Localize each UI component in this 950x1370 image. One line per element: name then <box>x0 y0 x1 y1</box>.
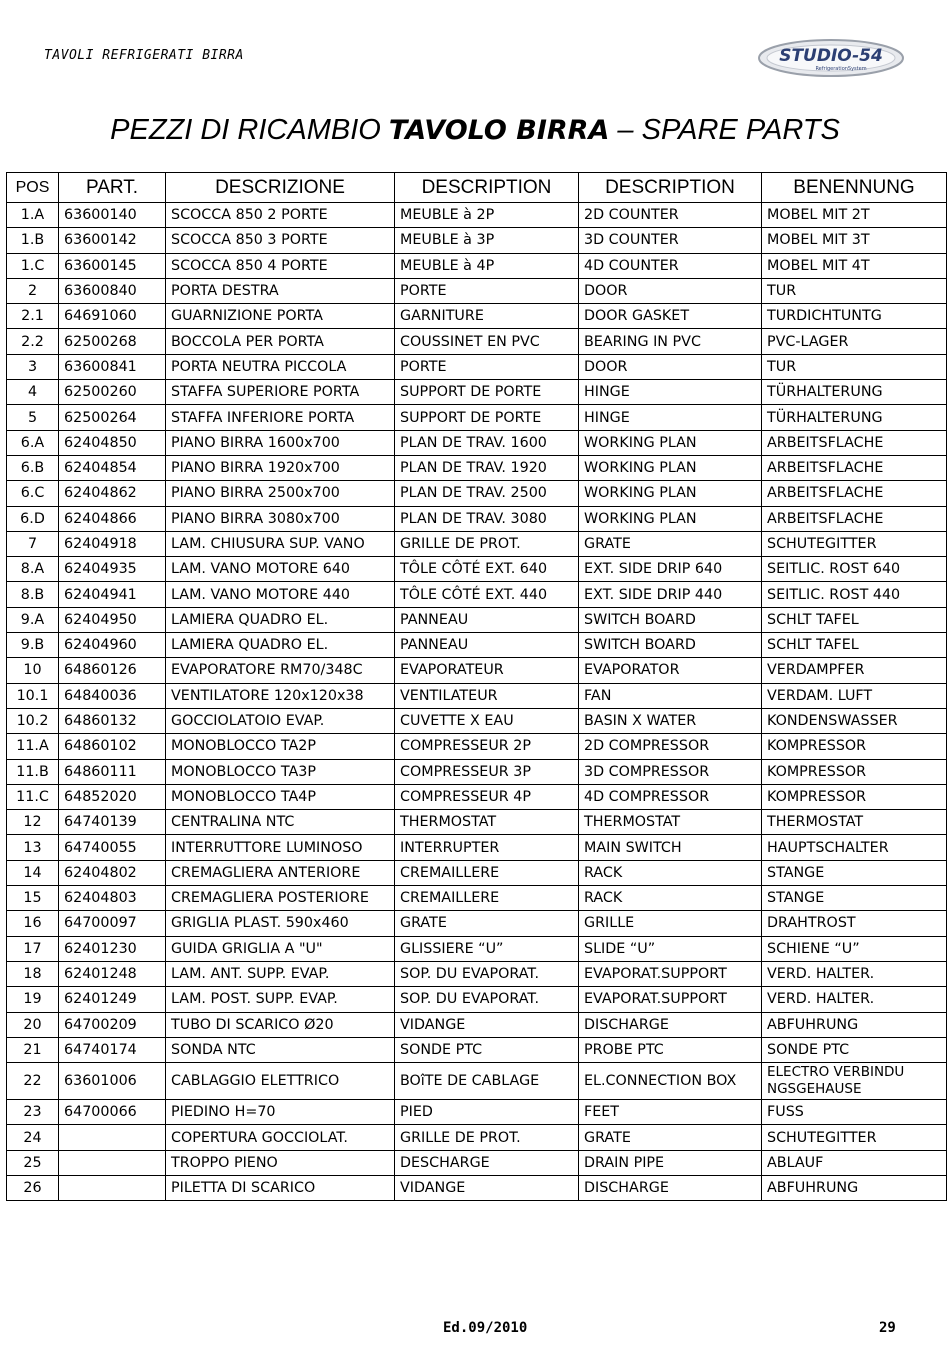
description-en-cell: RACK <box>579 886 762 911</box>
descrizione-cell: LAM. POST. SUPP. EVAP. <box>166 987 395 1012</box>
pos-cell: 20 <box>7 1012 59 1037</box>
benennung-cell: TÜRHALTERUNG <box>762 405 947 430</box>
column-header-description-fr: DESCRIPTION <box>395 173 579 203</box>
benennung-cell: SCHIENE “U” <box>762 936 947 961</box>
page-title-part3: – SPARE PARTS <box>609 114 840 146</box>
benennung-cell: VERD. HALTER. <box>762 987 947 1012</box>
descrizione-cell: GOCCIOLATOIO EVAP. <box>166 708 395 733</box>
table-row <box>7 911 947 936</box>
descrizione-cell: STAFFA SUPERIORE PORTA <box>166 380 395 405</box>
part-number-cell <box>59 1125 166 1150</box>
part-number-cell: 64860132 <box>59 708 166 733</box>
description-en-cell: MAIN SWITCH <box>579 835 762 860</box>
table-row <box>7 405 947 430</box>
description-en-cell: EL.CONNECTION BOX <box>579 1063 762 1100</box>
descrizione-cell: LAM. CHIUSURA SUP. VANO <box>166 531 395 556</box>
description-en-cell: GRATE <box>579 531 762 556</box>
part-number-cell: 64860102 <box>59 734 166 759</box>
table-row <box>7 329 947 354</box>
table-row <box>7 633 947 658</box>
description-en-cell: HINGE <box>579 380 762 405</box>
descrizione-cell: SCOCCA 850 2 PORTE <box>166 203 395 228</box>
description-en-cell: 3D COMPRESSOR <box>579 759 762 784</box>
descrizione-cell: LAM. ANT. SUPP. EVAP. <box>166 961 395 986</box>
pos-cell: 12 <box>7 810 59 835</box>
benennung-cell: VERDAM. LUFT <box>762 683 947 708</box>
pos-cell: 10.1 <box>7 683 59 708</box>
table-row <box>7 203 947 228</box>
benennung-cell: KONDENSWASSER <box>762 708 947 733</box>
table-row <box>7 810 947 835</box>
part-number-cell: 62404862 <box>59 481 166 506</box>
part-number-cell: 64740139 <box>59 810 166 835</box>
descrizione-cell: LAM. VANO MOTORE 440 <box>166 582 395 607</box>
benennung-cell: PVC-LAGER <box>762 329 947 354</box>
benennung-cell: SCHLT TAFEL <box>762 633 947 658</box>
table-row <box>7 987 947 1012</box>
part-number-cell: 62404935 <box>59 557 166 582</box>
descrizione-cell: BOCCOLA PER PORTA <box>166 329 395 354</box>
benennung-cell: ARBEITSFLACHE <box>762 481 947 506</box>
description-fr-cell: SOP. DU EVAPORAT. <box>395 961 579 986</box>
pos-cell: 15 <box>7 886 59 911</box>
part-number-cell: 64740174 <box>59 1037 166 1062</box>
document-header-title: TAVOLI REFRIGERATI BIRRA <box>44 48 244 63</box>
description-fr-cell: MEUBLE à 2P <box>395 203 579 228</box>
description-en-cell: 2D COUNTER <box>579 203 762 228</box>
studio54-logo <box>757 38 905 78</box>
part-number-cell <box>59 1150 166 1175</box>
description-en-cell: 4D COMPRESSOR <box>579 784 762 809</box>
pos-cell: 6.C <box>7 481 59 506</box>
benennung-cell: MOBEL MIT 2T <box>762 203 947 228</box>
descrizione-cell: MONOBLOCCO TA2P <box>166 734 395 759</box>
pos-cell: 19 <box>7 987 59 1012</box>
benennung-cell: KOMPRESSOR <box>762 759 947 784</box>
table-row <box>7 430 947 455</box>
pos-cell: 10.2 <box>7 708 59 733</box>
spare-parts-table <box>6 172 947 1201</box>
description-fr-cell: GLISSIERE “U” <box>395 936 579 961</box>
table-row <box>7 278 947 303</box>
table-row <box>7 708 947 733</box>
benennung-cell: SEITLIC. ROST 640 <box>762 557 947 582</box>
description-fr-cell: GRILLE DE PROT. <box>395 1125 579 1150</box>
table-row <box>7 1012 947 1037</box>
descrizione-cell: LAMIERA QUADRO EL. <box>166 633 395 658</box>
pos-cell: 23 <box>7 1100 59 1125</box>
description-fr-cell: COMPRESSEUR 2P <box>395 734 579 759</box>
part-number-cell: 63601006 <box>59 1063 166 1100</box>
pos-cell: 17 <box>7 936 59 961</box>
part-number-cell: 62500264 <box>59 405 166 430</box>
description-en-cell: SLIDE “U” <box>579 936 762 961</box>
description-fr-cell: SONDE PTC <box>395 1037 579 1062</box>
page-title <box>0 114 950 147</box>
descrizione-cell: CREMAGLIERA POSTERIORE <box>166 886 395 911</box>
description-en-cell: HINGE <box>579 405 762 430</box>
part-number-cell: 62404850 <box>59 430 166 455</box>
pos-cell: 14 <box>7 860 59 885</box>
part-number-cell: 64860126 <box>59 658 166 683</box>
pos-cell: 22 <box>7 1063 59 1100</box>
part-number-cell: 63600841 <box>59 354 166 379</box>
description-en-cell: EVAPORAT.SUPPORT <box>579 961 762 986</box>
pos-cell: 9.A <box>7 607 59 632</box>
pos-cell: 3 <box>7 354 59 379</box>
description-fr-cell: PLAN DE TRAV. 1600 <box>395 430 579 455</box>
descrizione-cell: GUARNIZIONE PORTA <box>166 304 395 329</box>
description-en-cell: WORKING PLAN <box>579 506 762 531</box>
description-fr-cell: TÔLE CÔTÉ EXT. 440 <box>395 582 579 607</box>
table-row <box>7 253 947 278</box>
part-number-cell: 64860111 <box>59 759 166 784</box>
description-en-cell: DOOR <box>579 278 762 303</box>
description-fr-cell: EVAPORATEUR <box>395 658 579 683</box>
descrizione-cell: CREMAGLIERA ANTERIORE <box>166 860 395 885</box>
descrizione-cell: TUBO DI SCARICO Ø20 <box>166 1012 395 1037</box>
part-number-cell: 62404866 <box>59 506 166 531</box>
descrizione-cell: MONOBLOCCO TA3P <box>166 759 395 784</box>
descrizione-cell: GUIDA GRIGLIA A "U" <box>166 936 395 961</box>
description-fr-cell: PIED <box>395 1100 579 1125</box>
descrizione-cell: SONDA NTC <box>166 1037 395 1062</box>
description-en-cell: DISCHARGE <box>579 1012 762 1037</box>
description-fr-cell: PORTE <box>395 354 579 379</box>
description-fr-cell: MEUBLE à 3P <box>395 228 579 253</box>
table-row <box>7 860 947 885</box>
benennung-cell: TUR <box>762 278 947 303</box>
benennung-cell: TÜRHALTERUNG <box>762 380 947 405</box>
description-en-cell: SWITCH BOARD <box>579 607 762 632</box>
pos-cell: 5 <box>7 405 59 430</box>
descrizione-cell: GRIGLIA PLAST. 590x460 <box>166 911 395 936</box>
description-en-cell: EVAPORAT.SUPPORT <box>579 987 762 1012</box>
part-number-cell: 62401249 <box>59 987 166 1012</box>
benennung-cell: ARBEITSFLACHE <box>762 506 947 531</box>
description-fr-cell: CREMAILLERE <box>395 886 579 911</box>
description-fr-cell: PLAN DE TRAV. 1920 <box>395 455 579 480</box>
edition-label: Ed.09/2010 <box>443 1320 528 1336</box>
benennung-cell: MOBEL MIT 4T <box>762 253 947 278</box>
description-en-cell: DRAIN PIPE <box>579 1150 762 1175</box>
description-en-cell: RACK <box>579 860 762 885</box>
column-header-pos: POS <box>7 173 59 203</box>
benennung-cell: ELECTRO VERBINDU NGSGEHAUSE <box>762 1063 947 1100</box>
part-number-cell: 62404802 <box>59 860 166 885</box>
benennung-cell: VERD. HALTER. <box>762 961 947 986</box>
table-row <box>7 734 947 759</box>
part-number-cell: 63600145 <box>59 253 166 278</box>
pos-cell: 25 <box>7 1150 59 1175</box>
table-row <box>7 481 947 506</box>
description-fr-cell: BOîTE DE CABLAGE <box>395 1063 579 1100</box>
pos-cell: 2.2 <box>7 329 59 354</box>
descrizione-cell: CABLAGGIO ELETTRICO <box>166 1063 395 1100</box>
benennung-cell: SCHUTEGITTER <box>762 1125 947 1150</box>
part-number-cell: 62404854 <box>59 455 166 480</box>
part-number-cell <box>59 1175 166 1200</box>
description-fr-cell: INTERRUPTER <box>395 835 579 860</box>
descrizione-cell: LAM. VANO MOTORE 640 <box>166 557 395 582</box>
description-fr-cell: SUPPORT DE PORTE <box>395 405 579 430</box>
part-number-cell: 62404960 <box>59 633 166 658</box>
part-number-cell: 62404918 <box>59 531 166 556</box>
table-row <box>7 683 947 708</box>
page-title-part1: PEZZI DI RICAMBIO <box>110 114 389 146</box>
table-row <box>7 455 947 480</box>
description-fr-cell: SOP. DU EVAPORAT. <box>395 987 579 1012</box>
description-en-cell: GRATE <box>579 1125 762 1150</box>
table-row <box>7 886 947 911</box>
table-row <box>7 354 947 379</box>
descrizione-cell: LAMIERA QUADRO EL. <box>166 607 395 632</box>
table-body <box>7 203 947 1201</box>
pos-cell: 7 <box>7 531 59 556</box>
pos-cell: 6.B <box>7 455 59 480</box>
part-number-cell: 63600142 <box>59 228 166 253</box>
benennung-cell: KOMPRESSOR <box>762 734 947 759</box>
descrizione-cell: PORTA NEUTRA PICCOLA <box>166 354 395 379</box>
descrizione-cell: SCOCCA 850 4 PORTE <box>166 253 395 278</box>
description-en-cell: GRILLE <box>579 911 762 936</box>
pos-cell: 1.B <box>7 228 59 253</box>
descrizione-cell: PIANO BIRRA 1600x700 <box>166 430 395 455</box>
column-header-part: PART. <box>59 173 166 203</box>
column-header-descrizione: DESCRIZIONE <box>166 173 395 203</box>
pos-cell: 2.1 <box>7 304 59 329</box>
table-row <box>7 1100 947 1125</box>
table-row <box>7 1125 947 1150</box>
table-row <box>7 380 947 405</box>
description-en-cell: PROBE PTC <box>579 1037 762 1062</box>
description-en-cell: 4D COUNTER <box>579 253 762 278</box>
table-row <box>7 531 947 556</box>
description-fr-cell: PANNEAU <box>395 633 579 658</box>
benennung-cell: ABFUHRUNG <box>762 1175 947 1200</box>
description-fr-cell: COUSSINET EN PVC <box>395 329 579 354</box>
descrizione-cell: PIEDINO H=70 <box>166 1100 395 1125</box>
description-fr-cell: COMPRESSEUR 3P <box>395 759 579 784</box>
table-row <box>7 557 947 582</box>
pos-cell: 26 <box>7 1175 59 1200</box>
pos-cell: 9.B <box>7 633 59 658</box>
description-fr-cell: CREMAILLERE <box>395 860 579 885</box>
part-number-cell: 63600840 <box>59 278 166 303</box>
description-en-cell: BEARING IN PVC <box>579 329 762 354</box>
description-en-cell: FEET <box>579 1100 762 1125</box>
benennung-cell: STANGE <box>762 886 947 911</box>
part-number-cell: 64840036 <box>59 683 166 708</box>
part-number-cell: 64700066 <box>59 1100 166 1125</box>
table-row <box>7 582 947 607</box>
part-number-cell: 64700209 <box>59 1012 166 1037</box>
description-fr-cell: VIDANGE <box>395 1012 579 1037</box>
table-row <box>7 1175 947 1200</box>
pos-cell: 11.B <box>7 759 59 784</box>
svg-text:STUDIO-54: STUDIO-54 <box>779 46 883 66</box>
part-number-cell: 62500260 <box>59 380 166 405</box>
pos-cell: 4 <box>7 380 59 405</box>
descrizione-cell: CENTRALINA NTC <box>166 810 395 835</box>
description-en-cell: 2D COMPRESSOR <box>579 734 762 759</box>
description-fr-cell: DESCHARGE <box>395 1150 579 1175</box>
pos-cell: 1.A <box>7 203 59 228</box>
benennung-cell: ARBEITSFLACHE <box>762 430 947 455</box>
descrizione-cell: MONOBLOCCO TA4P <box>166 784 395 809</box>
benennung-cell: SEITLIC. ROST 440 <box>762 582 947 607</box>
description-fr-cell: VIDANGE <box>395 1175 579 1200</box>
pos-cell: 13 <box>7 835 59 860</box>
table-row <box>7 658 947 683</box>
description-fr-cell: CUVETTE X EAU <box>395 708 579 733</box>
benennung-cell: ARBEITSFLACHE <box>762 455 947 480</box>
pos-cell: 6.D <box>7 506 59 531</box>
benennung-cell: VERDAMPFER <box>762 658 947 683</box>
part-number-cell: 63600140 <box>59 203 166 228</box>
description-en-cell: 3D COUNTER <box>579 228 762 253</box>
pos-cell: 8.B <box>7 582 59 607</box>
description-en-cell: DISCHARGE <box>579 1175 762 1200</box>
description-fr-cell: VENTILATEUR <box>395 683 579 708</box>
table-row <box>7 506 947 531</box>
pos-cell: 10 <box>7 658 59 683</box>
description-fr-cell: PLAN DE TRAV. 2500 <box>395 481 579 506</box>
description-en-cell: DOOR <box>579 354 762 379</box>
descrizione-cell: VENTILATORE 120x120x38 <box>166 683 395 708</box>
table-row <box>7 1063 947 1100</box>
pos-cell: 24 <box>7 1125 59 1150</box>
pos-cell: 11.A <box>7 734 59 759</box>
part-number-cell: 62401230 <box>59 936 166 961</box>
benennung-cell: SCHLT TAFEL <box>762 607 947 632</box>
pos-cell: 16 <box>7 911 59 936</box>
description-fr-cell: TÔLE CÔTÉ EXT. 640 <box>395 557 579 582</box>
descrizione-cell: PIANO BIRRA 3080x700 <box>166 506 395 531</box>
description-fr-cell: MEUBLE à 4P <box>395 253 579 278</box>
descrizione-cell: PORTA DESTRA <box>166 278 395 303</box>
table-row <box>7 784 947 809</box>
descrizione-cell: INTERRUTTORE LUMINOSO <box>166 835 395 860</box>
table-row <box>7 228 947 253</box>
table-row <box>7 1037 947 1062</box>
description-en-cell: DOOR GASKET <box>579 304 762 329</box>
part-number-cell: 62401248 <box>59 961 166 986</box>
description-fr-cell: COMPRESSEUR 4P <box>395 784 579 809</box>
pos-cell: 8.A <box>7 557 59 582</box>
description-fr-cell: PANNEAU <box>395 607 579 632</box>
part-number-cell: 62404803 <box>59 886 166 911</box>
description-fr-cell: PLAN DE TRAV. 3080 <box>395 506 579 531</box>
pos-cell: 11.C <box>7 784 59 809</box>
description-en-cell: EXT. SIDE DRIP 640 <box>579 557 762 582</box>
description-fr-cell: PORTE <box>395 278 579 303</box>
pos-cell: 18 <box>7 961 59 986</box>
page-title-part2: TAVOLO BIRRA <box>388 115 610 146</box>
description-fr-cell: GRILLE DE PROT. <box>395 531 579 556</box>
benennung-cell: THERMOSTAT <box>762 810 947 835</box>
table-row <box>7 1150 947 1175</box>
description-en-cell: EXT. SIDE DRIP 440 <box>579 582 762 607</box>
benennung-cell: ABLAUF <box>762 1150 947 1175</box>
column-header-benennung: BENENNUNG <box>762 173 947 203</box>
benennung-cell: TUR <box>762 354 947 379</box>
benennung-cell: HAUPTSCHALTER <box>762 835 947 860</box>
part-number-cell: 62404941 <box>59 582 166 607</box>
description-en-cell: WORKING PLAN <box>579 481 762 506</box>
description-fr-cell: SUPPORT DE PORTE <box>395 380 579 405</box>
descrizione-cell: PILETTA DI SCARICO <box>166 1175 395 1200</box>
part-number-cell: 64700097 <box>59 911 166 936</box>
descrizione-cell: TROPPO PIENO <box>166 1150 395 1175</box>
description-en-cell: FAN <box>579 683 762 708</box>
table-row <box>7 936 947 961</box>
description-en-cell: WORKING PLAN <box>579 455 762 480</box>
benennung-cell: ABFUHRUNG <box>762 1012 947 1037</box>
description-fr-cell: THERMOSTAT <box>395 810 579 835</box>
part-number-cell: 62404950 <box>59 607 166 632</box>
table-row <box>7 759 947 784</box>
descrizione-cell: SCOCCA 850 3 PORTE <box>166 228 395 253</box>
descrizione-cell: PIANO BIRRA 1920x700 <box>166 455 395 480</box>
table-header-row <box>7 173 947 203</box>
part-number-cell: 64691060 <box>59 304 166 329</box>
table-row <box>7 961 947 986</box>
description-fr-cell: GRATE <box>395 911 579 936</box>
benennung-cell: MOBEL MIT 3T <box>762 228 947 253</box>
benennung-cell: STANGE <box>762 860 947 885</box>
pos-cell: 2 <box>7 278 59 303</box>
pos-cell: 21 <box>7 1037 59 1062</box>
svg-text:RefrigerationSystem: RefrigerationSystem <box>815 66 867 72</box>
benennung-cell: SCHUTEGITTER <box>762 531 947 556</box>
table-row <box>7 607 947 632</box>
descrizione-cell: EVAPORATORE RM70/348C <box>166 658 395 683</box>
benennung-cell: TURDICHTUNTG <box>762 304 947 329</box>
table-row <box>7 304 947 329</box>
benennung-cell: DRAHTROST <box>762 911 947 936</box>
description-fr-cell: GARNITURE <box>395 304 579 329</box>
descrizione-cell: COPERTURA GOCCIOLAT. <box>166 1125 395 1150</box>
descrizione-cell: STAFFA INFERIORE PORTA <box>166 405 395 430</box>
part-number-cell: 64852020 <box>59 784 166 809</box>
descrizione-cell: PIANO BIRRA 2500x700 <box>166 481 395 506</box>
benennung-cell: FUSS <box>762 1100 947 1125</box>
benennung-cell: SONDE PTC <box>762 1037 947 1062</box>
description-en-cell: WORKING PLAN <box>579 430 762 455</box>
description-en-cell: BASIN X WATER <box>579 708 762 733</box>
pos-cell: 1.C <box>7 253 59 278</box>
benennung-cell: KOMPRESSOR <box>762 784 947 809</box>
pos-cell: 6.A <box>7 430 59 455</box>
table-row <box>7 835 947 860</box>
description-en-cell: SWITCH BOARD <box>579 633 762 658</box>
description-en-cell: EVAPORATOR <box>579 658 762 683</box>
page-number: 29 <box>879 1320 896 1336</box>
part-number-cell: 62500268 <box>59 329 166 354</box>
part-number-cell: 64740055 <box>59 835 166 860</box>
description-en-cell: THERMOSTAT <box>579 810 762 835</box>
column-header-description-en: DESCRIPTION <box>579 173 762 203</box>
